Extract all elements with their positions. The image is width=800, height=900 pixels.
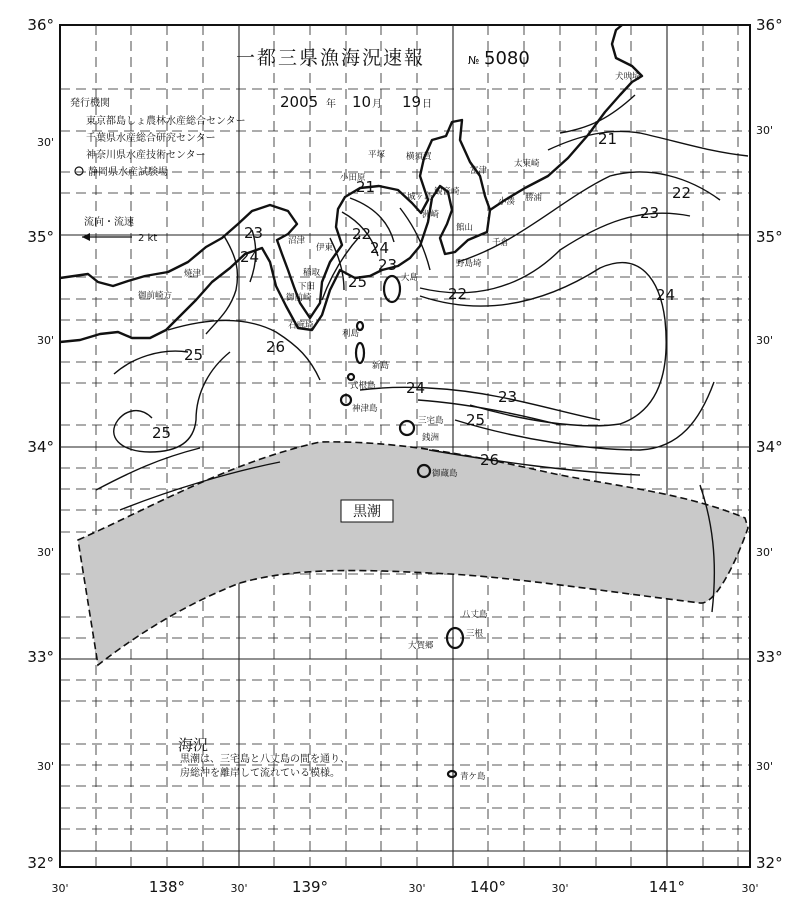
date-month-unit: 月 (372, 99, 382, 110)
place-label: 式根島 (350, 381, 376, 391)
place-label: 富津 (470, 166, 488, 176)
lon-label: 140° (469, 878, 507, 896)
place-label: 銭洲 (422, 433, 440, 443)
place-label: 横須賀 (406, 152, 432, 162)
date-day: 19 (402, 93, 422, 111)
conditions-line: 房総沖を離岸して流れている模様。 (180, 768, 340, 779)
lat-label: 32° (27, 854, 54, 872)
place-label: 青ケ島 (460, 772, 486, 782)
lat-label: 30' (756, 124, 774, 137)
publisher-line: 神奈川県水産技術センター (86, 150, 206, 161)
place-label: 小田原 (340, 173, 366, 183)
place-label: 三根 (466, 629, 484, 639)
place-label: 焼津 (184, 269, 202, 279)
place-label: 御前崎 (286, 293, 312, 303)
isotherm-label: 22 (352, 225, 372, 243)
kuroshio-label: 黒潮 (353, 504, 381, 520)
place-label: 稲取 (303, 268, 321, 278)
lat-label: 35° (27, 228, 54, 246)
place-label: 勝浦 (525, 193, 543, 203)
place-label: 御前崎方 (138, 291, 173, 301)
lat-label: 36° (756, 16, 783, 34)
isotherm-label: 21 (598, 130, 618, 148)
date-month: 10 (352, 93, 372, 111)
isotherm-label: 25 (466, 411, 486, 429)
lat-label: 30' (756, 334, 774, 347)
report-title: 一都三県漁海況速報 (236, 47, 426, 69)
place-label: 太東崎 (514, 159, 540, 169)
publisher-line: 東京都島しょ農林水産総合センター (86, 116, 246, 127)
lon-label: 30' (230, 882, 248, 895)
place-label: 下田 (298, 282, 316, 292)
lat-label: 34° (27, 438, 54, 456)
place-label: 小湊 (498, 197, 516, 207)
place-label: 大島 (401, 273, 419, 283)
place-label: 八丈島 (462, 610, 488, 620)
isotherm-label: 26 (480, 451, 500, 469)
isotherm-label: 24 (406, 379, 426, 397)
report-date (280, 93, 432, 111)
current-legend-speed: 2 kt (138, 233, 158, 244)
place-label: 館山 (456, 223, 474, 233)
lon-label: 30' (741, 882, 759, 895)
place-label: 利島 (342, 329, 360, 339)
lat-label: 30' (36, 760, 54, 773)
isotherm-label: 23 (244, 224, 264, 242)
report-number: 5080 (484, 48, 530, 69)
place-label: 大賀郷 (408, 641, 434, 651)
lat-label: 30' (756, 546, 774, 559)
place-label: 御蔵島 (432, 469, 458, 479)
isotherm-label: 26 (266, 338, 286, 356)
place-label: 犬吠埼 (615, 72, 641, 82)
place-label: 平塚 (368, 150, 386, 160)
lat-label: 33° (756, 648, 783, 666)
lat-label: 30' (36, 546, 54, 559)
place-label: 城ヶ島 (407, 192, 433, 202)
lat-label: 32° (756, 854, 783, 872)
publisher-heading: 発行機関 (70, 98, 110, 109)
isotherm-label: 25 (152, 424, 172, 442)
lon-label: 138° (148, 878, 186, 896)
isotherm-label: 22 (672, 184, 692, 202)
place-label: 新島 (372, 361, 390, 371)
lon-label: 139° (291, 878, 329, 896)
isotherm-label: 23 (640, 204, 660, 222)
lat-label: 34° (756, 438, 783, 456)
lat-label: 36° (27, 16, 54, 34)
place-label: 三宅島 (418, 416, 444, 426)
lat-label: 33° (27, 648, 54, 666)
conditions-line: 黒潮は、三宅島と八丈島の間を通り、 (180, 754, 350, 765)
lon-label: 30' (408, 882, 426, 895)
lon-label: 30' (551, 882, 569, 895)
lat-label: 30' (36, 136, 54, 149)
publisher-line: 千葉県水産総合研究センター (86, 133, 216, 144)
date-year-unit: 年 (326, 99, 336, 110)
isotherm-label: 21 (356, 178, 376, 196)
lat-label: 30' (756, 760, 774, 773)
lon-label: 30' (51, 882, 69, 895)
place-label: 千倉 (492, 238, 510, 248)
isotherm-label: 24 (370, 239, 390, 257)
place-label: 石廊埼 (288, 321, 314, 331)
place-label: 伊東 (316, 243, 334, 253)
isotherm-label: 25 (348, 273, 368, 291)
place-label: 神津島 (352, 404, 378, 414)
publisher-line: 静岡県水産試験場 (88, 167, 168, 178)
place-label: 野島埼 (456, 259, 482, 269)
current-legend-label: 流向・流速 (84, 217, 134, 228)
lat-label: 30' (36, 334, 54, 347)
place-label: 沼津 (288, 236, 306, 246)
isotherm-label: 23 (498, 388, 518, 406)
isotherm-label: 25 (184, 346, 204, 364)
date-year: 2005 (280, 93, 319, 111)
place-label: 観音崎 (434, 187, 460, 197)
conditions-heading: 海況 (178, 736, 209, 754)
place-label: 洲崎 (422, 210, 440, 220)
lon-label: 141° (648, 878, 686, 896)
report-number-prefix: № (468, 54, 480, 67)
date-day-unit: 日 (422, 99, 432, 110)
isotherm-label: 24 (656, 286, 676, 304)
lat-label: 35° (756, 228, 783, 246)
isotherm-label: 24 (240, 248, 260, 266)
isotherm-label: 22 (448, 285, 468, 303)
isotherm-label: 23 (378, 256, 398, 274)
